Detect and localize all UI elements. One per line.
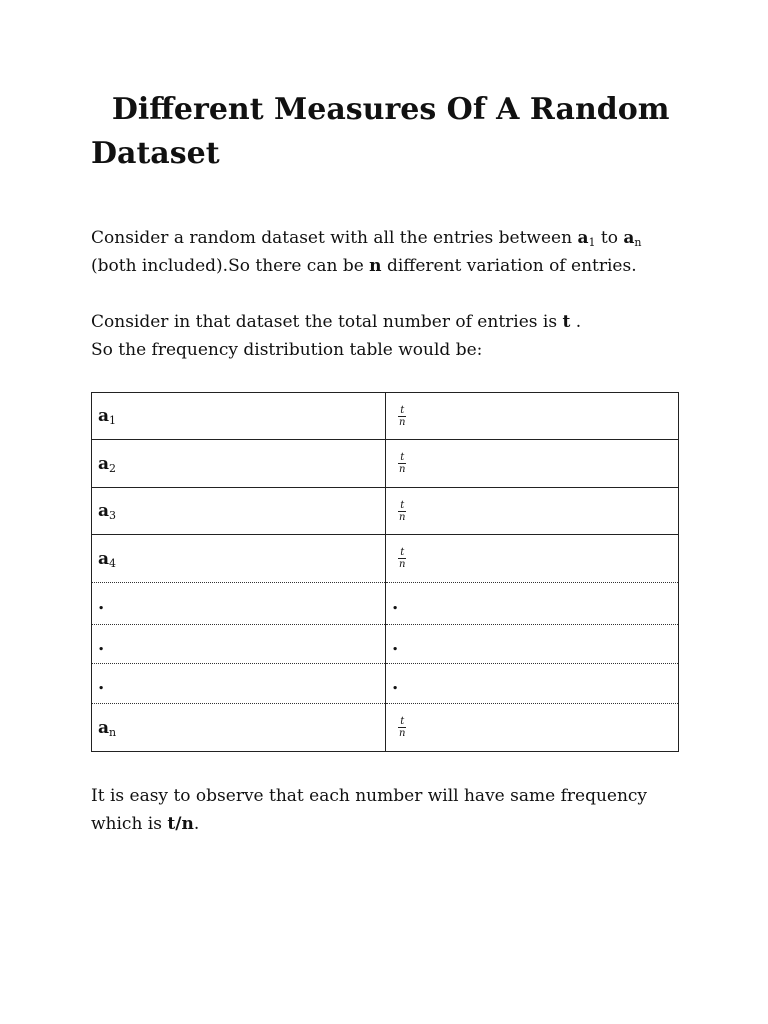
- table-row: [92, 704, 679, 752]
- frequency-cell: .: [386, 625, 679, 664]
- frequency-cell: [386, 704, 679, 752]
- frequency-cell: [386, 440, 679, 488]
- fraction: $\frac{t}{n}$: [399, 452, 406, 475]
- frequency-cell: [386, 393, 679, 440]
- fraction: $\frac{t}{n}$: [399, 716, 406, 739]
- total-entries-paragraph: [91, 308, 691, 364]
- table-row: [92, 440, 679, 488]
- frequency-cell: [386, 488, 679, 535]
- value-cell: .: [92, 664, 386, 704]
- table-row: [92, 664, 679, 704]
- fraction: $\frac{t}{n}$: [399, 404, 406, 428]
- intro-to: to: [595, 228, 624, 248]
- table-row: [92, 535, 679, 583]
- conclusion-end: .: [193, 814, 200, 834]
- value-cell: $a_1$: [92, 393, 386, 440]
- table-row: [92, 393, 679, 440]
- frequency-cell: .: [386, 664, 679, 704]
- fraction: $\frac{t}{n}$: [399, 499, 406, 523]
- var-a-sub: 1: [588, 236, 596, 249]
- total-end: .: [570, 312, 582, 332]
- page-title: Different Measures Of A Random Dataset: [91, 92, 680, 171]
- conclusion-paragraph: [91, 782, 691, 838]
- var-a: a: [577, 228, 589, 248]
- var-an: a: [623, 228, 635, 248]
- conclusion-text: It is easy to observe that each number will have same frequency which is: [91, 786, 648, 834]
- intro-text-3: different variation of entries.: [381, 256, 637, 276]
- frequency-cell: [386, 535, 679, 583]
- intro-text-2: (both included).So there can be: [91, 256, 370, 276]
- value-cell: $a_n$: [92, 704, 386, 752]
- fraction: $\frac{t}{n}$: [399, 547, 406, 570]
- value-cell: $a_4$: [92, 535, 386, 583]
- value-cell: $a_3$: [92, 488, 386, 535]
- frequency-table: [91, 392, 679, 752]
- value-cell: $a_2$: [92, 440, 386, 488]
- intro-paragraph: [91, 224, 691, 280]
- table-row: [92, 625, 679, 664]
- value-cell: .: [92, 583, 386, 625]
- intro-text: Consider a random dataset with all the entries between: [91, 228, 578, 248]
- table-row: [92, 488, 679, 535]
- var-t: t: [562, 312, 571, 332]
- var-an-sub: n: [634, 236, 642, 249]
- var-tn: t/n: [167, 814, 194, 834]
- table-intro: So the frequency distribution table would be:: [91, 340, 483, 360]
- total-text: Consider in that dataset the total number of entries is: [91, 312, 563, 332]
- table-row: [92, 583, 679, 625]
- frequency-cell: .: [386, 583, 679, 625]
- value-cell: .: [92, 625, 386, 664]
- var-n: n: [369, 256, 382, 276]
